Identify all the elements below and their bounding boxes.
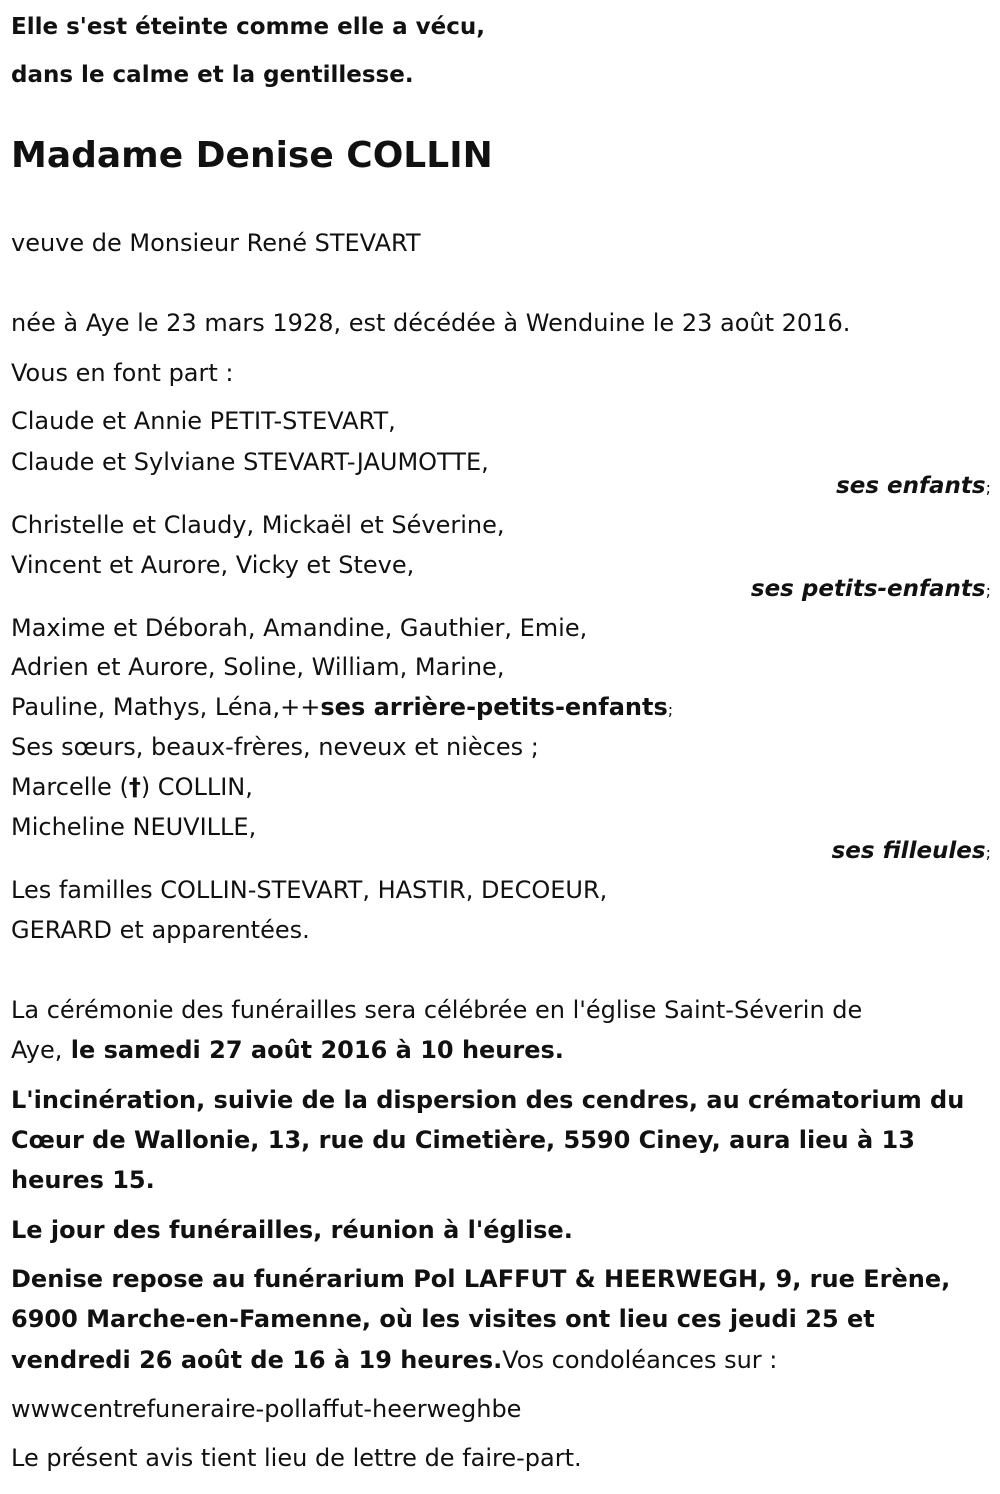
families-line-1: Les familles COLLIN-STEVART, HASTIR, DECOEUR, <box>11 876 608 904</box>
great-grandchildren-line-1: Maxime et Déborah, Amandine, Gauthier, Emie, <box>11 614 588 642</box>
goddaughter-line-1: Marcelle (†) COLLIN, <box>11 773 253 801</box>
announcement: Vous en font part : <box>11 359 234 387</box>
epigraph-line-1: Elle s'est éteinte comme elle a vécu, <box>11 14 485 40</box>
closing-note: Le présent avis tient lieu de lettre de faire-part. <box>11 1444 582 1472</box>
great-grandchildren-line-2: Adrien et Aurore, Soline, William, Marine, <box>11 653 505 681</box>
birth-death: née à Aye le 23 mars 1928, est décédée à Wenduine le 23 août 2016. <box>11 309 851 337</box>
children-line-1: Claude et Annie PETIT-STEVART, <box>11 407 396 435</box>
incineration-line-1: L'incinération, suivie de la dispersion des cendres, au crématorium du <box>11 1086 965 1114</box>
grandchildren-line-2: Vincent et Aurore, Vicky et Steve, <box>11 551 415 579</box>
goddaughters-role: ses filleules; <box>831 838 991 864</box>
cross-icon: † <box>128 773 141 801</box>
siblings: Ses sœurs, beaux-frères, neveux et nièces ; <box>11 733 539 761</box>
visitation-line-3: vendredi 26 août de 16 à 19 heures.Vos condoléances sur : <box>11 1346 778 1374</box>
incineration-line-2: Cœur de Wallonie, 13, rue du Cimetière, 5590 Ciney, aura lieu à 13 <box>11 1126 915 1154</box>
visitation-line-1: Denise repose au funérarium Pol LAFFUT & HEERWEGH, 9, rue Erène, <box>11 1265 951 1293</box>
grandchildren-line-1: Christelle et Claudy, Mickaël et Séverine, <box>11 511 505 539</box>
ceremony-line-2: Aye, le samedi 27 août 2016 à 10 heures. <box>11 1036 564 1064</box>
children-line-2: Claude et Sylviane STEVART-JAUMOTTE, <box>11 448 489 476</box>
families-line-2: GERARD et apparentées. <box>11 916 310 944</box>
widow-of: veuve de Monsieur René STEVART <box>11 229 421 257</box>
epigraph-line-2: dans le calme et la gentillesse. <box>11 62 414 88</box>
deceased-name: Madame Denise COLLIN <box>11 135 493 176</box>
goddaughter-line-2: Micheline NEUVILLE, <box>11 813 257 841</box>
ceremony-line-1: La cérémonie des funérailles sera célébrée en l'église Saint-Séverin de <box>11 996 863 1024</box>
incineration-line-3: heures 15. <box>11 1166 155 1194</box>
condolences-website: wwwcentrefuneraire-pollaffut-heerweghbe <box>11 1395 522 1423</box>
great-grandchildren-line-3: Pauline, Mathys, Léna,++ses arrière-petits-enfants; <box>11 693 674 721</box>
visitation-line-2: 6900 Marche-en-Famenne, où les visites ont lieu ces jeudi 25 et <box>11 1305 875 1333</box>
grandchildren-role: ses petits-enfants; <box>750 576 991 602</box>
meeting-note: Le jour des funérailles, réunion à l'église. <box>11 1216 573 1244</box>
children-role: ses enfants; <box>836 473 991 499</box>
